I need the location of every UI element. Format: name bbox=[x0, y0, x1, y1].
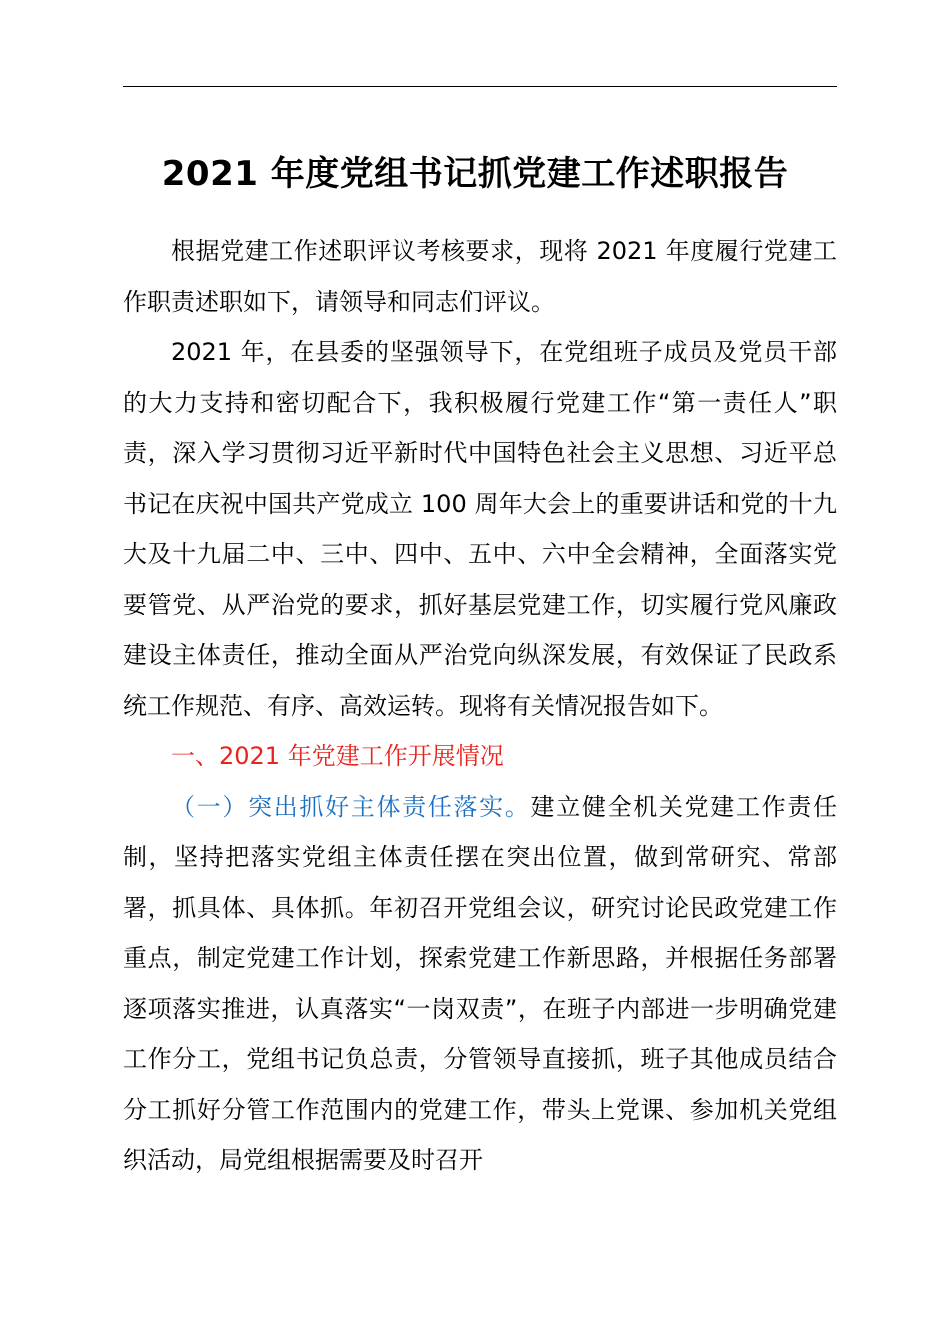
document-title: 2021 年度党组书记抓党建工作述职报告 bbox=[161, 154, 789, 194]
header-rule bbox=[123, 86, 837, 87]
subsection-heading: （一）突出抓好主体责任落实。 bbox=[171, 792, 531, 821]
subsection-paragraph bbox=[123, 782, 837, 1186]
overview-paragraph: 2021 年，在县委的坚强领导下，在党组班子成员及党员干部的大力支持和密切配合下，我积极履行党建工作“第一责任人”职责，深入学习贯彻习近平新时代中国特色社会主义思想、习近平总书记在庆祝中国共产党成立 100 周年大会上的重要讲话和党的十九大及十九届二中、三中、四中、五中、六中全会精神，全面落实党要管党、从严治党的要求，抓好基层党建工作，切实履行党风廉政建设主体责任，推动全面从严治党向纵深发展，有效保证了民政系统工作规范、有序、高效运转。现将有关情况报告如下。 bbox=[123, 338, 837, 720]
document-body bbox=[123, 226, 837, 1186]
subsection-text: 建立健全机关党建工作责任制，坚持把落实党组主体责任摆在突出位置，做到常研究、常部署，抓具体、具体抓。年初召开党组会议，研究讨论民政党建工作重点，制定党建工作计划，探索党建工作新思路，并根据任务部署逐项落实推进，认真落实“一岗双责”，在班子内部进一步明确党建工作分工，党组书记负总责，分管领导直接抓，班子其他成员结合分工抓好分管工作范围内的党建工作，带头上党课、参加机关党组织活动，局党组根据需要及时召开 bbox=[123, 792, 838, 1174]
section-heading: 一、2021 年党建工作开展情况 bbox=[171, 742, 504, 770]
intro-paragraph: 根据党建工作述职评议考核要求，现将 2021 年度履行党建工作职责述职如下，请领导和同志们评议。 bbox=[123, 237, 837, 316]
